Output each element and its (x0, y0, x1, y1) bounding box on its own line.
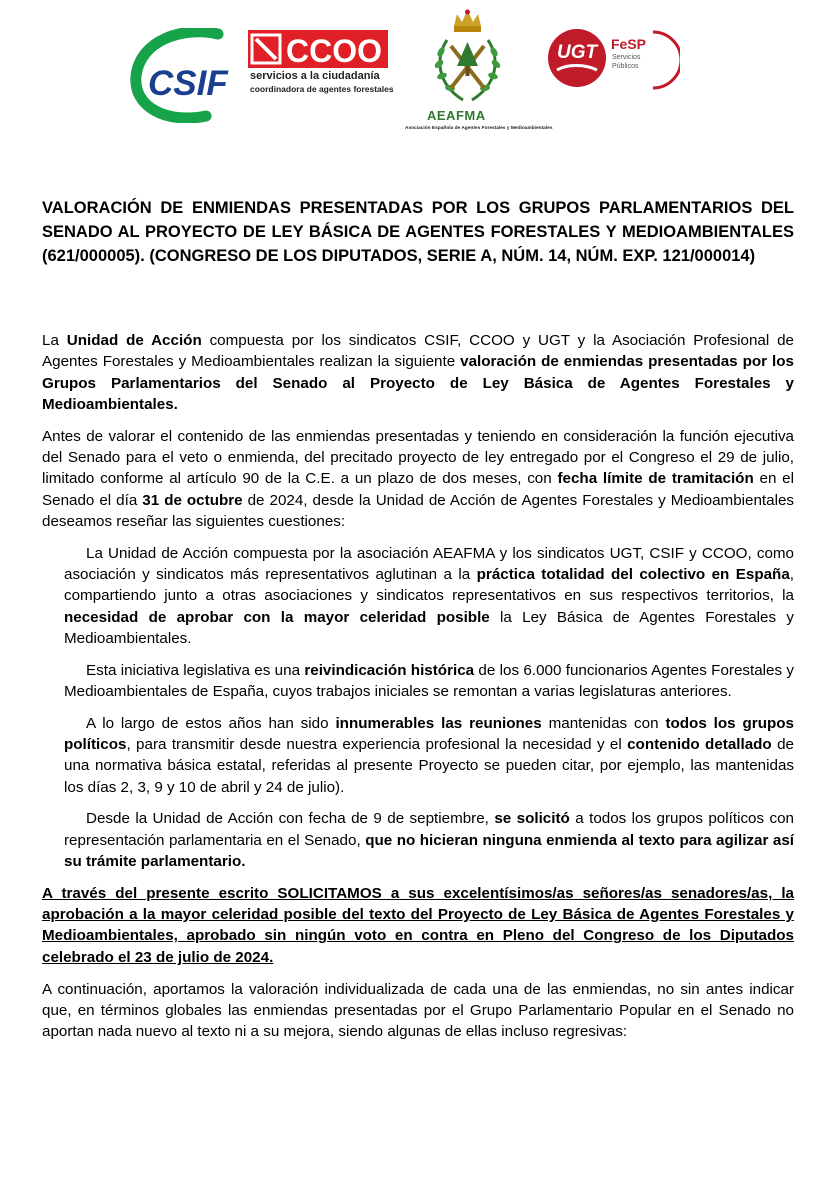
aeafma-logo-text: AEAFMA (427, 108, 486, 123)
bold-segment: reivindicación histórica (304, 661, 475, 679)
ugt-public-label: Públicos (612, 63, 639, 70)
csif-logo (128, 28, 238, 123)
bold-segment: todos los grupos políticos (64, 714, 794, 754)
ccoo-subtitle: servicios a la ciudadanía (250, 70, 380, 82)
ugt-logo (545, 26, 680, 96)
aeafma-emblem-icon (405, 8, 530, 108)
meetings-paragraph (64, 713, 794, 798)
text-segment: mantenidas con (541, 714, 666, 732)
bold-segment: se solicitó (494, 810, 570, 828)
logo-strip (0, 0, 830, 140)
text-segment: de una normativa básica estatal, referidas al presente Proyecto se pueden citar, por ejemplo, las mantenidas los días 2, 3, 9 y 10 de abril y 24 de julio). (64, 736, 794, 796)
closing-paragraph: A continuación, aportamos la valoración individualizada de cada una de las enmiendas, no sin antes indicar que, en términos globales las enmiendas presentadas por el Grupo Parlamentario Popular en el Senado no aportan nada nuevo al texto ni a su mejora, siendo algunas de ellas incluso regresivas: (42, 980, 794, 1041)
ccoo-coordinator-label: coordinadora de agentes forestales (250, 84, 394, 94)
text-segment: Desde la Unidad de Acción con fecha de 9 de septiembre, (86, 810, 495, 828)
bold-segment: 31 de octubre (142, 491, 243, 509)
ccoo-logo-text: CCOO (286, 33, 382, 68)
request-groups-paragraph (64, 808, 794, 872)
bold-segment: práctica totalidad del colectivo en España (476, 565, 790, 583)
ccoo-logo-box (248, 30, 388, 68)
text-segment: , para transmitir desde nuestra experiencia profesional la necesidad y el (126, 736, 628, 754)
bold-segment: que no hicieran ninguna enmienda al texto para agilizar así su trámite parlamentario. (64, 831, 794, 871)
text-segment: Esta iniciativa legislativa es una (86, 661, 305, 679)
ccoo-logo-graphic (248, 30, 388, 68)
unity-paragraph (64, 543, 794, 649)
bold-segment: necesidad de aprobar con la mayor celeridad posible (64, 608, 490, 626)
ugt-fesp-label: FeSP (611, 36, 647, 52)
text-segment: , compartiendo junto a otras asociaciones y sindicatos representativos en sus respectivos territorios, la (64, 565, 794, 605)
text-segment: compuesta por los sindicatos CSIF, CCOO y UGT y la Asociación Profesional de Agentes Forestales y Medioambientales realizan la siguiente (42, 332, 794, 371)
text-segment: La Unidad de Acción compuesta por la asociación AEAFMA y los sindicatos UGT, CSIF y CCOO, como asociación y sindicatos más representativos aglutinan a la (64, 544, 794, 583)
text-segment: de 2024, desde la Unidad de Acción de Agentes Forestales y Medioambientales deseamos reseñar las siguientes cuestiones: (42, 491, 794, 530)
aeafma-full-name: Asociación Española de Agentes Forestales y Medioambientales (405, 126, 553, 131)
aeafma-logo (405, 8, 553, 136)
text-segment: a todos los grupos políticos con representación parlamentaria en el Senado, (64, 810, 794, 849)
text-segment: en el Senado el día (42, 470, 794, 509)
ugt-services-label: Servicios (612, 54, 641, 61)
text-segment: la Ley Básica de Agentes Forestales y Medioambientales. (64, 608, 794, 647)
ccoo-logo (248, 30, 398, 94)
text-segment: A lo largo de estos años han sido (86, 714, 336, 732)
context-paragraph (42, 426, 794, 532)
text-segment: Antes de valorar el contenido de las enmiendas presentadas y teniendo en consideración la función ejecutiva del Senado para el veto o enmienda, del precitado proyecto de ley entregado por el Congreso el 29 de julio, limitado conforme al artículo 90 de la C.E. a un plazo de dos meses, con (42, 427, 794, 488)
csif-logo-text: CSIF (148, 64, 228, 103)
bold-segment: contenido detallado (627, 736, 772, 754)
text-segment: de los 6.000 funcionarios Agentes Forestales y Medioambientales de España, cuyos trabajos iniciales se remontan a varias legislaturas anteriores. (64, 661, 794, 700)
document-body (42, 330, 794, 1053)
document-title: VALORACIÓN DE ENMIENDAS PRESENTADAS POR LOS GRUPOS PARLAMENTARIOS DEL SENADO AL PROYECTO DE LEY BÁSICA DE AGENTES FORESTALES Y MEDIOAMBIENTALES (621/000005). (CONGRESO DE LOS DIPUTADOS, SERIE A, NÚM. 14, NÚM. EXP. 121/000014) (42, 199, 794, 265)
bold-segment: valoración de enmiendas presentadas por los Grupos Parlamentarios del Senado al Proyecto de Ley Básica de Agentes Forestales y Medioambientales. (42, 353, 794, 413)
intro-paragraph (42, 330, 794, 415)
csif-logo-graphic (128, 28, 238, 123)
bold-segment: innumerables las reuniones (335, 714, 542, 732)
text-segment: La (42, 332, 67, 349)
formal-request-paragraph: A través del presente escrito SOLICITAMOS a sus excelentísimos/as señores/as senadores/as, la aprobación a la mayor celeridad posible del texto del Proyecto de Ley Básica de Agentes Forestales y Medioambientales, aprobado sin ningún voto en contra en Pleno del Congreso de los Diputados celebrado el 23 de julio de 2024. (42, 884, 794, 966)
ugt-logo-text: UGT (557, 42, 598, 63)
bold-segment: Unidad de Acción (66, 332, 202, 349)
bold-segment: fecha límite de tramitación (557, 470, 754, 488)
historic-claim-paragraph (64, 660, 794, 703)
